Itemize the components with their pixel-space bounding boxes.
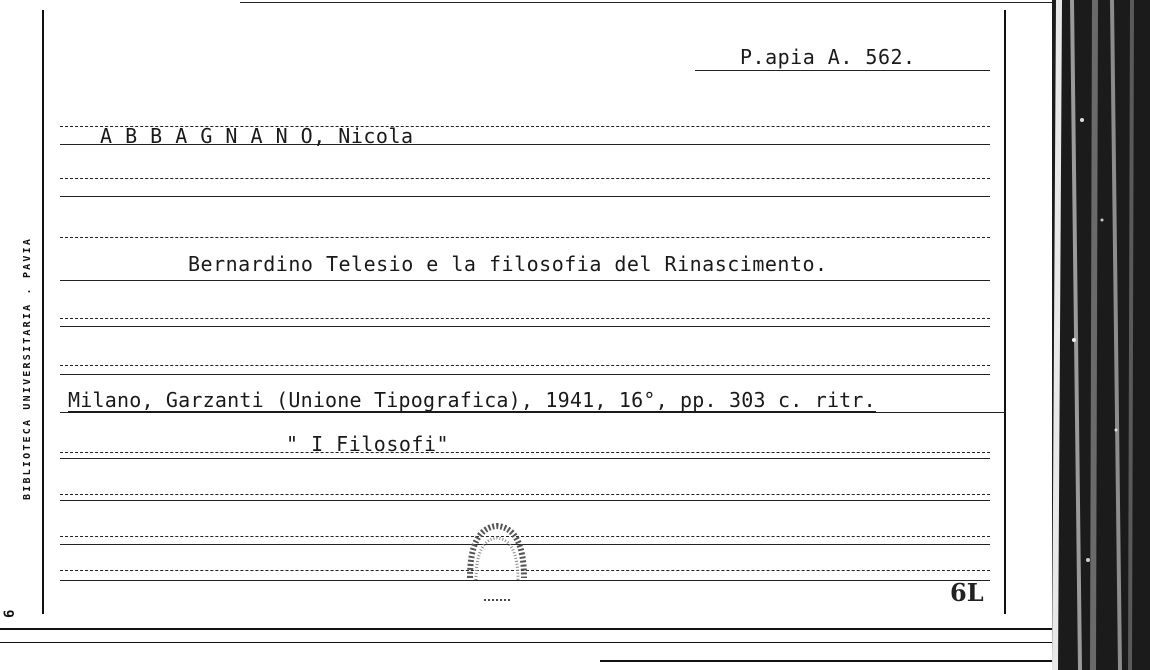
book-title: Bernardino Telesio e la filosofia del Rinascimento. xyxy=(188,252,828,276)
card-left-border xyxy=(42,10,44,614)
card-right-border xyxy=(1004,10,1006,614)
ruled-line xyxy=(60,494,990,495)
scan-edge xyxy=(1052,0,1150,670)
ruled-line xyxy=(60,326,990,327)
ruled-line xyxy=(60,500,990,501)
ruled-line xyxy=(60,452,990,453)
ruled-line xyxy=(60,412,1005,413)
ruled-line xyxy=(60,318,990,319)
ruled-line xyxy=(60,280,990,281)
ruled-line xyxy=(60,178,990,179)
ruled-line xyxy=(60,374,990,375)
card-bottom-edge-3 xyxy=(600,660,1052,662)
punch-hole-mark xyxy=(462,518,532,608)
call-number-rule xyxy=(695,70,990,71)
call-number: P.apia A. 562. xyxy=(740,45,916,69)
side-number: 6 xyxy=(2,609,18,618)
card-top-edge xyxy=(240,2,1052,3)
handwritten-mark: 6L xyxy=(950,578,984,607)
ruled-line xyxy=(60,196,990,197)
imprint: Milano, Garzanti (Unione Tipografica), 1941, 16°, pp. 303 c. ritr. xyxy=(68,388,876,412)
ruled-line xyxy=(60,458,990,459)
series-statement: " I Filosofi" xyxy=(286,432,450,456)
card-bottom-edge xyxy=(0,628,1052,630)
ruled-line xyxy=(60,237,990,238)
author-heading: A B B A G N A N O, Nicola xyxy=(100,124,414,148)
library-stamp: BIBLIOTECA UNIVERSITARIA . PAVIA xyxy=(22,236,33,500)
card-bottom-edge-2 xyxy=(0,642,1052,643)
ruled-line xyxy=(60,365,990,366)
